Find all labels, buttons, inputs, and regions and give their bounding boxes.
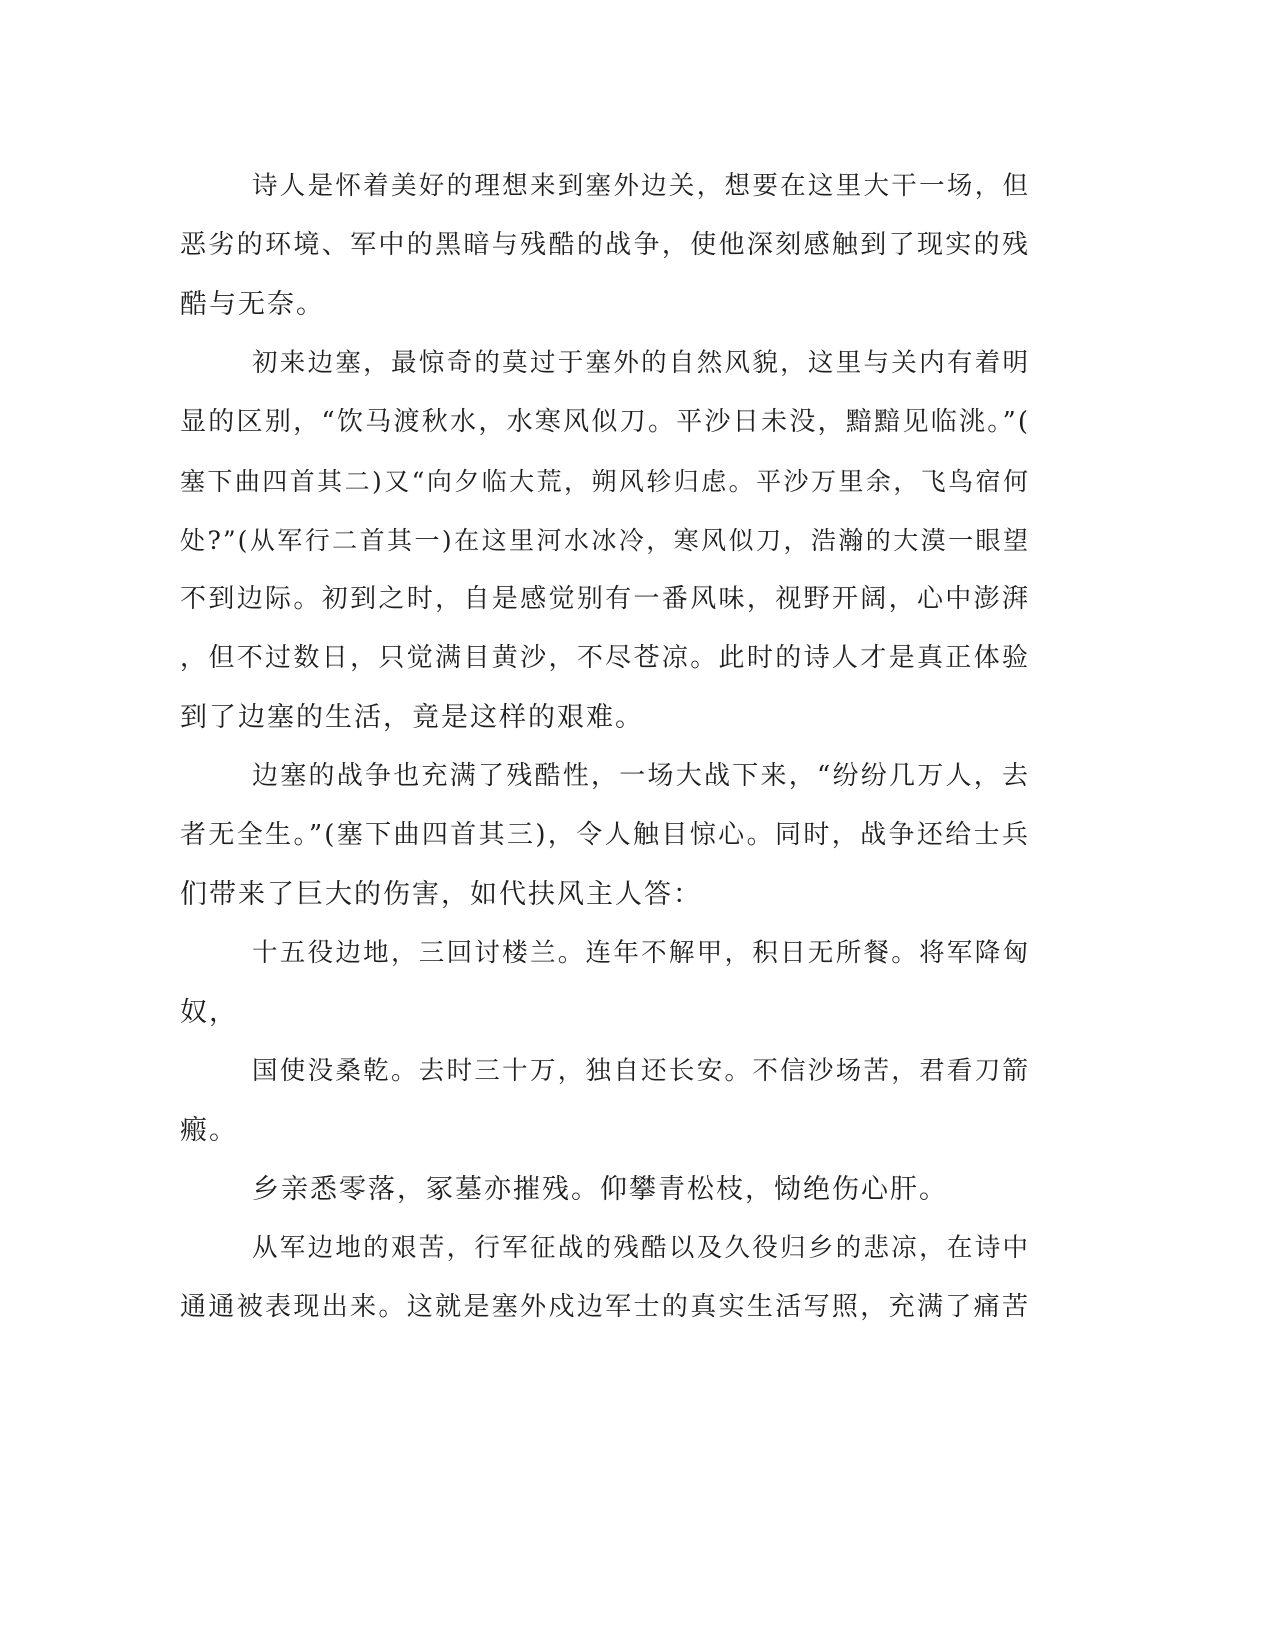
text-line: 边塞的战争也充满了残酷性，一场大战下来，“纷纷几万人，去 (252, 761, 1030, 791)
text-line: 塞下曲四首其二)又“向夕临大荒，朔风轸归虑。平沙万里余，飞鸟宿何 (180, 467, 1030, 496)
text-line: 处?”(从军行二首其一)在这里河水冰冷，寒风似刀，浩瀚的大漠一眼望 (180, 526, 1030, 555)
text-line: 恶劣的环境、军中的黑暗与残酷的战争，使他深刻感触到了现实的残 (180, 230, 1030, 260)
text-line: 十五役边地，三回讨楼兰。连年不解甲，积日无所餐。将军降匈 (252, 938, 1030, 968)
text-line: 酷与无奈。 (180, 289, 325, 320)
text-line: 者无全生。”(塞下曲四首其三)，令人触目惊心。同时，战争还给士兵 (180, 820, 1030, 850)
text-line: 瘢。 (180, 1115, 238, 1146)
text-line: 国使没桑乾。去时三十万，独自还长安。不信沙场苦，君看刀箭 (252, 1056, 1030, 1086)
text-line: 们带来了巨大的伤害，如代扶风主人答： (180, 879, 702, 910)
text-line: 奴， (180, 997, 238, 1028)
text-line: 从军边地的艰苦，行军征战的残酷以及久役归乡的悲凉，在诗中 (252, 1233, 1030, 1263)
text-line: 不到边际。初到之时，自是感觉别有一番风味，视野开阔，心中澎湃 (180, 584, 1030, 614)
text-line: 初来边塞，最惊奇的莫过于塞外的自然风貌，这里与关内有着明 (252, 348, 1030, 378)
document-body (180, 157, 1030, 1337)
text-line: 通通被表现出来。这就是塞外戍边军士的真实生活写照，充满了痛苦 (180, 1292, 1030, 1322)
text-line: 显的区别，“饮马渡秋水，水寒风似刀。平沙日未没，黯黯见临洮。”( (180, 407, 1030, 437)
text-line: 到了边塞的生活，竟是这样的艰难。 (180, 702, 644, 733)
text-line: 诗人是怀着美好的理想来到塞外边关，想要在这里大干一场，但 (252, 171, 1030, 201)
text-line: 乡亲悉零落，冢墓亦摧残。仰攀青松枝，恸绝伤心肝。 (252, 1174, 948, 1205)
text-line: ，但不过数日，只觉满目黄沙，不尽苍凉。此时的诗人才是真正体验 (180, 643, 1030, 673)
